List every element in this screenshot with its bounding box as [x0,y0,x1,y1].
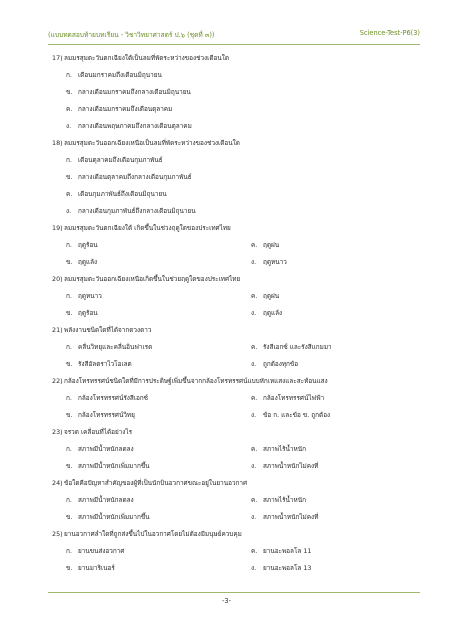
option-row [52,509,422,526]
option-letter: ง. [66,122,72,130]
header-title: (แบบทดสอบท้ายบทเรียน - วิชาวิทยาศาสตร์ ป.๖ (ชุดที่ ๓)) [48,31,215,39]
answer-option [52,237,237,254]
option-letter: ข. [66,258,73,266]
option-text: รังสีอัลตราไวโอเลต [78,360,132,368]
option-letter: ง. [251,309,257,317]
option-text: กล้องโทรทรรศน์ไฟฟ้า [263,394,325,402]
option-letter: ข. [66,88,73,96]
question-text: ข้อใดคือปัญหาสำคัญของผู้ที่เป็นนักบินอวกาศขณะอยู่ในยานอวกาศ [64,479,248,487]
answer-option [52,84,406,101]
option-letter: ง. [251,411,257,419]
option-letter: ข. [66,309,73,317]
option-letter: ค. [251,445,258,453]
option-row [52,339,422,356]
header-divider [48,44,420,45]
option-letter: ข. [66,462,73,470]
question-text: ลมมรสุมตะวันออกเฉียงเหนือเป็นลมที่พัดระหว่างของช่วงเดือนใด [64,139,240,147]
answer-option [52,407,237,424]
option-row [52,254,422,271]
option-letter: ง. [251,462,257,470]
option-text: กลางเดือนมกราคมถึงกลางเดือนมิถุนายน [78,88,191,96]
option-row [52,458,422,475]
option-text: สภาพน้ำหนักไม่คงที่ [263,513,319,521]
answer-option [237,509,422,526]
option-text: สภาพน้ำหนักไม่คงที่ [263,462,319,470]
option-row [52,186,422,203]
option-letter: ก. [66,496,72,504]
option-text: ฤดูฝน [263,292,280,300]
page-header [48,27,420,41]
answer-option [52,339,237,356]
question-stem [52,475,422,492]
option-row [52,492,422,509]
option-text: ยานอะพอลโล 13 [263,564,312,572]
option-text: ข้อ ก. และข้อ ข. ถูกต้อง [263,411,331,419]
answer-option [52,67,406,84]
question-stem [52,50,422,67]
option-text: คลื่นวิทยุและคลื่นอินฟาเรด [78,343,153,351]
option-row [52,101,422,118]
answer-option [52,543,237,560]
answer-option [52,254,237,271]
option-letter: ข. [66,411,73,419]
question-stem [52,322,422,339]
question-number: 19) [52,224,63,232]
option-row [52,288,422,305]
option-letter: ข. [66,360,73,368]
option-row [52,152,422,169]
option-letter: ค. [251,547,258,555]
option-text: ยานขนส่งอวกาศ [78,547,125,555]
answer-option [237,237,422,254]
option-text: ยานอะพอลโล 11 [263,547,312,555]
answer-option [52,152,406,169]
answer-option [237,390,422,407]
question-stem [52,135,422,152]
question-number: 17) [52,54,63,62]
option-text: กลางเดือนมกราคมถึงเดือนตุลาคม [78,105,173,113]
question-stem [52,220,422,237]
option-text: ฤดูร้อน [78,309,98,317]
answer-option [52,492,237,509]
question-number: 20) [52,275,63,283]
question-number: 21) [52,326,63,334]
question-text: ลมมรสุมตะวันตกเฉียงใต้เป็นลมที่พัดระหว่างของช่วงเดือนใด [64,54,229,62]
option-text: กลางเดือนพฤษภาคมถึงกลางเดือนตุลาคม [78,122,192,130]
option-letter: ค. [251,394,258,402]
option-letter: ก. [66,547,72,555]
option-letter: ก. [66,343,72,351]
option-letter: ค. [66,105,73,113]
answer-option [52,458,237,475]
option-letter: ค. [251,292,258,300]
answer-option [237,458,422,475]
question-stem [52,424,422,441]
option-row [52,237,422,254]
answer-option [52,288,237,305]
question-text: ยานอวกาศลำใดที่ถูกส่งขึ้นไปในอวกาศโดยไม่ต้องมีมนุษย์ควบคุม [64,530,242,538]
answer-option [52,101,406,118]
option-text: เดือนมกราคมถึงเดือนมิถุนายน [78,71,162,79]
option-text: สภาพมีน้ำหนักเพิ่มมากขึ้น [78,462,150,470]
option-text: ฤดูฝน [263,241,280,249]
answer-option [52,509,237,526]
option-text: กลางเดือนตุลาคมถึงกลางเดือนกุมภาพันธ์ [78,173,192,181]
option-letter: ง. [251,564,257,572]
option-text: ฤดูหนาว [78,292,102,300]
question-number: 22) [52,377,63,385]
option-letter: ก. [66,445,72,453]
option-text: สภาพไร้น้ำหนัก [263,496,306,504]
answer-option [52,186,406,203]
answer-option [237,543,422,560]
option-letter: ข. [66,513,73,521]
answer-option [237,356,422,373]
question-text: ลมมรสุมตะวันตกเฉียงใต้ เกิดขึ้นในช่วงฤดูใดของประเทศไทย [64,224,231,232]
answer-option [52,356,237,373]
option-letter: ก. [66,241,72,249]
answer-option [237,288,422,305]
page-number: -3- [222,597,231,605]
option-row [52,407,422,424]
question-text: พลังงานชนิดใดที่ได้จากดวงดาว [64,326,152,334]
option-letter: ง. [66,207,72,215]
question-number: 24) [52,479,63,487]
option-text: ยานมาริเนอร์ [78,564,115,572]
option-text: สภาพมีน้ำหนักลดลง [78,496,134,504]
option-letter: ค. [251,241,258,249]
option-text: ฤดูแล้ง [263,309,283,317]
question-stem [52,271,422,288]
question-stem [52,373,422,390]
question-number: 25) [52,530,63,538]
option-text: กล้องโทรทรรศน์รังสีเอกซ์ [78,394,149,402]
option-text: ถูกต้องทุกข้อ [263,360,299,368]
question-list [52,50,422,577]
option-row [52,84,422,101]
answer-option [237,339,422,356]
option-text: กล้องโทรทรรศน์วิทยุ [78,411,135,419]
option-letter: ข. [66,173,73,181]
option-text: ฤดูแล้ง [78,258,98,266]
option-row [52,390,422,407]
option-letter: ข. [66,564,73,572]
option-text: ฤดูหนาว [263,258,287,266]
option-text: เดือนกุมภาพันธ์ถึงเดือนมิถุนายน [78,190,167,198]
answer-option [52,560,237,577]
option-letter: ง. [251,360,257,368]
option-letter: ค. [251,343,258,351]
answer-option [237,492,422,509]
question-text: ลมมรสุมตะวันออกเฉียงเหนือเกิดขึ้นในช่วยฤดูใดของประเทศไทย [64,275,241,283]
question-number: 23) [52,428,63,436]
option-row [52,118,422,135]
option-letter: ก. [66,394,72,402]
answer-option [52,169,406,186]
question-stem [52,526,422,543]
header-code: Science-Test-P6(3) [359,29,420,37]
option-text: สภาพมีน้ำหนักลดลง [78,445,134,453]
option-text: สภาพมีน้ำหนักเพิ่มมากขึ้น [78,513,150,521]
option-letter: ก. [66,292,72,300]
answer-option [237,560,422,577]
option-text: สภาพไร้น้ำหนัก [263,445,306,453]
question-text: จรวด เคลื่อนที่ได้อย่างไร [64,428,133,436]
answer-option [52,118,406,135]
answer-option [52,441,237,458]
option-row [52,441,422,458]
option-row [52,169,422,186]
option-letter: ค. [66,190,73,198]
option-row [52,543,422,560]
answer-option [237,407,422,424]
option-row [52,305,422,322]
answer-option [52,305,237,322]
option-text: ฤดูร้อน [78,241,98,249]
option-letter: ค. [251,496,258,504]
option-text: กลางเดือนกุมภาพันธ์ถึงกลางเดือนมิถุนายน [78,207,196,215]
answer-option [237,441,422,458]
option-text: รังสีเอกซ์ และรังสีแกมมา [263,343,332,351]
answer-option [237,254,422,271]
option-letter: ง. [251,258,257,266]
option-letter: ก. [66,71,72,79]
option-row [52,67,422,84]
answer-option [237,305,422,322]
option-row [52,203,422,220]
option-row [52,560,422,577]
footer-divider [48,592,420,593]
answer-option [52,203,406,220]
question-number: 18) [52,139,63,147]
option-letter: ง. [251,513,257,521]
answer-option [52,390,237,407]
option-text: เดือนตุลาคมถึงเดือนกุมภาพันธ์ [78,156,163,164]
option-letter: ก. [66,156,72,164]
question-text: กล้องโทรทรรศน์ชนิดใดที่มีการประดิษฐ์เพิ่มขึ้นจากกล้องโทรทรรศน์แบบหักเหแสงและสะท้อนแสง [64,377,328,385]
option-row [52,356,422,373]
